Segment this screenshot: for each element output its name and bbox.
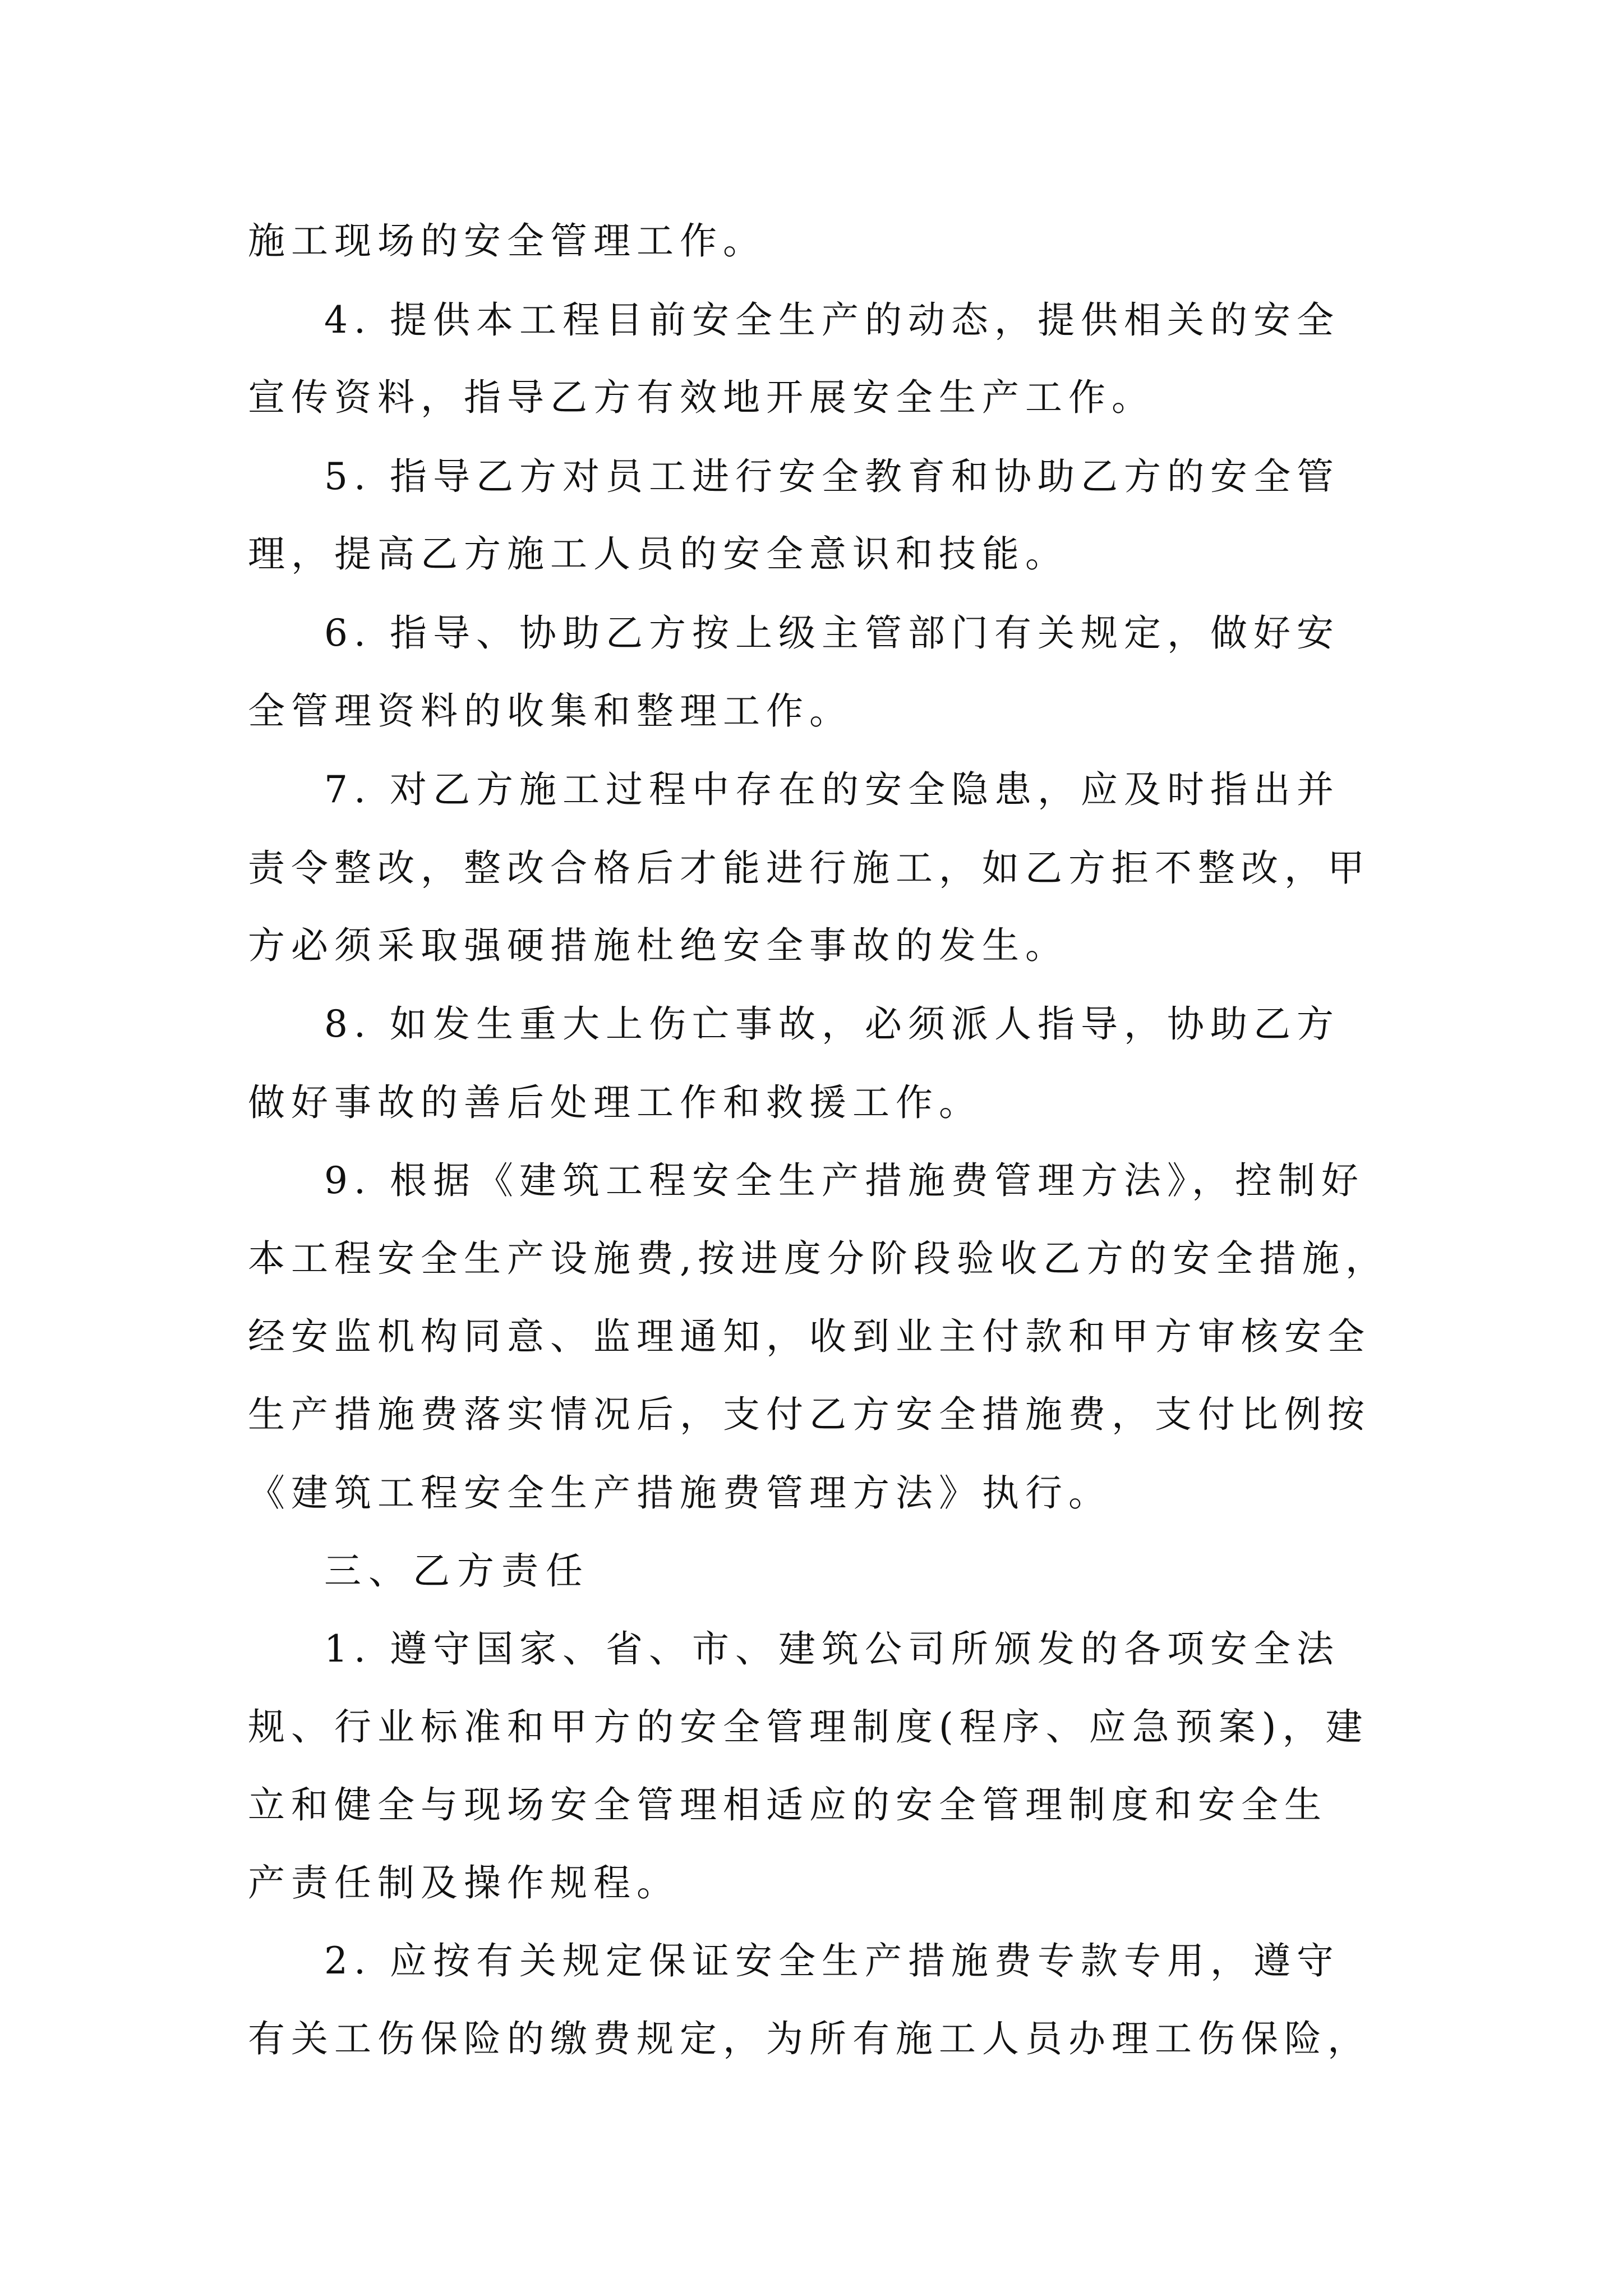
text-line: 做好事故的善后处理工作和救援工作。 — [248, 1081, 982, 1124]
text-line: 5. 指导乙方对员工进行安全教育和协助乙方的安全管 — [324, 455, 1340, 498]
text-line: 本工程安全生产设施费,按进度分阶段验收乙方的安全措施， — [248, 1237, 1389, 1280]
text-line: 生产措施费落实情况后，支付乙方安全措施费，支付比例按 — [248, 1393, 1371, 1436]
text-line: 2. 应按有关规定保证安全生产措施费专款专用，遵守 — [324, 1939, 1340, 1982]
text-line: 规、行业标准和甲方的安全管理制度(程序、应急预案)，建 — [248, 1705, 1369, 1749]
text-line: 宣传资料，指导乙方有效地开展安全生产工作。 — [248, 376, 1155, 419]
text-line: 施工现场的安全管理工作。 — [248, 219, 766, 263]
section-heading: 三、乙方责任 — [324, 1549, 590, 1593]
text-line: 责令整改，整改合格后才能进行施工，如乙方拒不整改，甲 — [248, 846, 1371, 890]
text-line: 8. 如发生重大上伤亡事故，必须派人指导，协助乙方 — [324, 1002, 1340, 1046]
text-line: 方必须采取强硬措施杜绝安全事故的发生。 — [248, 924, 1068, 967]
text-line: 4. 提供本工程目前安全生产的动态，提供相关的安全 — [324, 298, 1340, 342]
text-line: 理，提高乙方施工人员的安全意识和技能。 — [248, 532, 1068, 576]
text-line: 产责任制及操作规程。 — [248, 1861, 680, 1904]
text-line: 7. 对乙方施工过程中存在的安全隐患，应及时指出并 — [324, 768, 1340, 811]
text-line: 6. 指导、协助乙方按上级主管部门有关规定，做好安 — [324, 611, 1340, 655]
text-line: 《建筑工程安全生产措施费管理方法》执行。 — [248, 1471, 1112, 1515]
text-line: 9. 根据《建筑工程安全生产措施费管理方法》，控制好 — [324, 1159, 1364, 1202]
text-line: 有关工伤保险的缴费规定，为所有施工人员办理工伤保险， — [248, 2017, 1371, 2060]
text-line: 全管理资料的收集和整理工作。 — [248, 689, 852, 733]
text-line: 立和健全与现场安全管理相适应的安全管理制度和安全生 — [248, 1783, 1327, 1826]
text-line: 1. 遵守国家、省、市、建筑公司所颁发的各项安全法 — [324, 1627, 1340, 1671]
text-line: 经安监机构同意、监理通知，收到业主付款和甲方审核安全 — [248, 1315, 1371, 1358]
